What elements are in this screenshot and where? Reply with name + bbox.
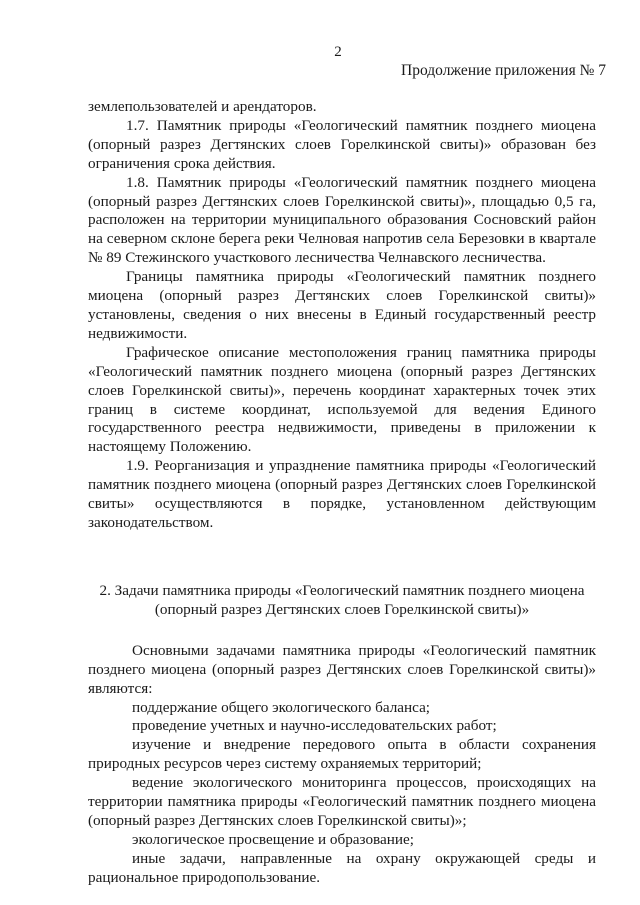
task-item: экологическое просвещение и образование; [132,830,414,848]
task-item: ведение экологического мониторинга процессов, происходящих на территории памятника природы «Геологический памятник позднего миоцена (опорный разрез Дегтянских слоев Горелкинской свиты)»; [88,774,596,829]
page-number: 2 [334,44,342,60]
task-item: иные задачи, направленные на охрану окружающей среды и рациональное природопользование. [88,849,596,886]
paragraph-1-9: 1.9. Реорганизация и упразднение памятника природы «Геологический памятник позднего миоцена (опорный разрез Дегтянских слоев Горелкинской свиты» осуществляются в порядке, установленном действующим законодательством. [88,457,596,531]
task-item: изучение и внедрение передового опыта в области сохранения природных ресурсов через систему охраняемых территорий; [88,736,596,773]
paragraph-1-7: 1.7. Памятник природы «Геологический памятник позднего миоцена (опорный разрез Дегтянских слоев Горелкинской свиты)» образован без ограничения срока действия. [88,116,596,172]
task-item: поддержание общего экологического баланса; [132,698,431,716]
paragraph-continuation: землепользователей и арендаторов. [88,98,317,115]
paragraph-1-8: 1.8. Памятник природы «Геологический памятник позднего миоцена (опорный разрез Дегтянских слоев Горелкинской свиты)», площадью 0,5 га, расположен на территории муниципального образования Сосновский район на северном склоне берега реки Челновая напротив села Березовки в квартале № 89 Стежинского участкового лесничества Челнавского лесничества. [88,173,596,267]
paragraph-graphic-description: Графическое описание местоположения границ памятника природы «Геологический памятник позднего миоцена (опорный разрез Дегтянских слоев Горелкинской свиты)», перечень координат характерных точек этих границ в системе координат, используемой для ведения Единого государственного реестра недвижимости, приведены в приложении к настоящему Положению. [88,343,596,456]
paragraph-boundaries: Границы памятника природы «Геологический памятник позднего миоцена (опорный разрез Дегтянских слоев Горелкинской свиты)» установлены, сведения о них внесены в Единый государственный реестр недвижимости. [88,268,596,342]
section-2-heading [88,581,596,620]
document-body [88,98,596,888]
appendix-continuation: Продолжение приложения № 7 [401,62,606,79]
section-2-heading-line2: (опорный разрез Дегтянских слоев Горелкинской свиты)» [154,601,530,619]
section-2-intro: Основными задачами памятника природы «Геологический памятник позднего миоцена (опорный разрез Дегтянских слоев Горелкинской свиты)» являются: [88,641,596,697]
section-2-heading-line1: 2. Задачи памятника природы «Геологический памятник позднего миоцена [99,581,585,599]
task-item: проведение учетных и научно-исследовательских работ; [132,717,497,735]
